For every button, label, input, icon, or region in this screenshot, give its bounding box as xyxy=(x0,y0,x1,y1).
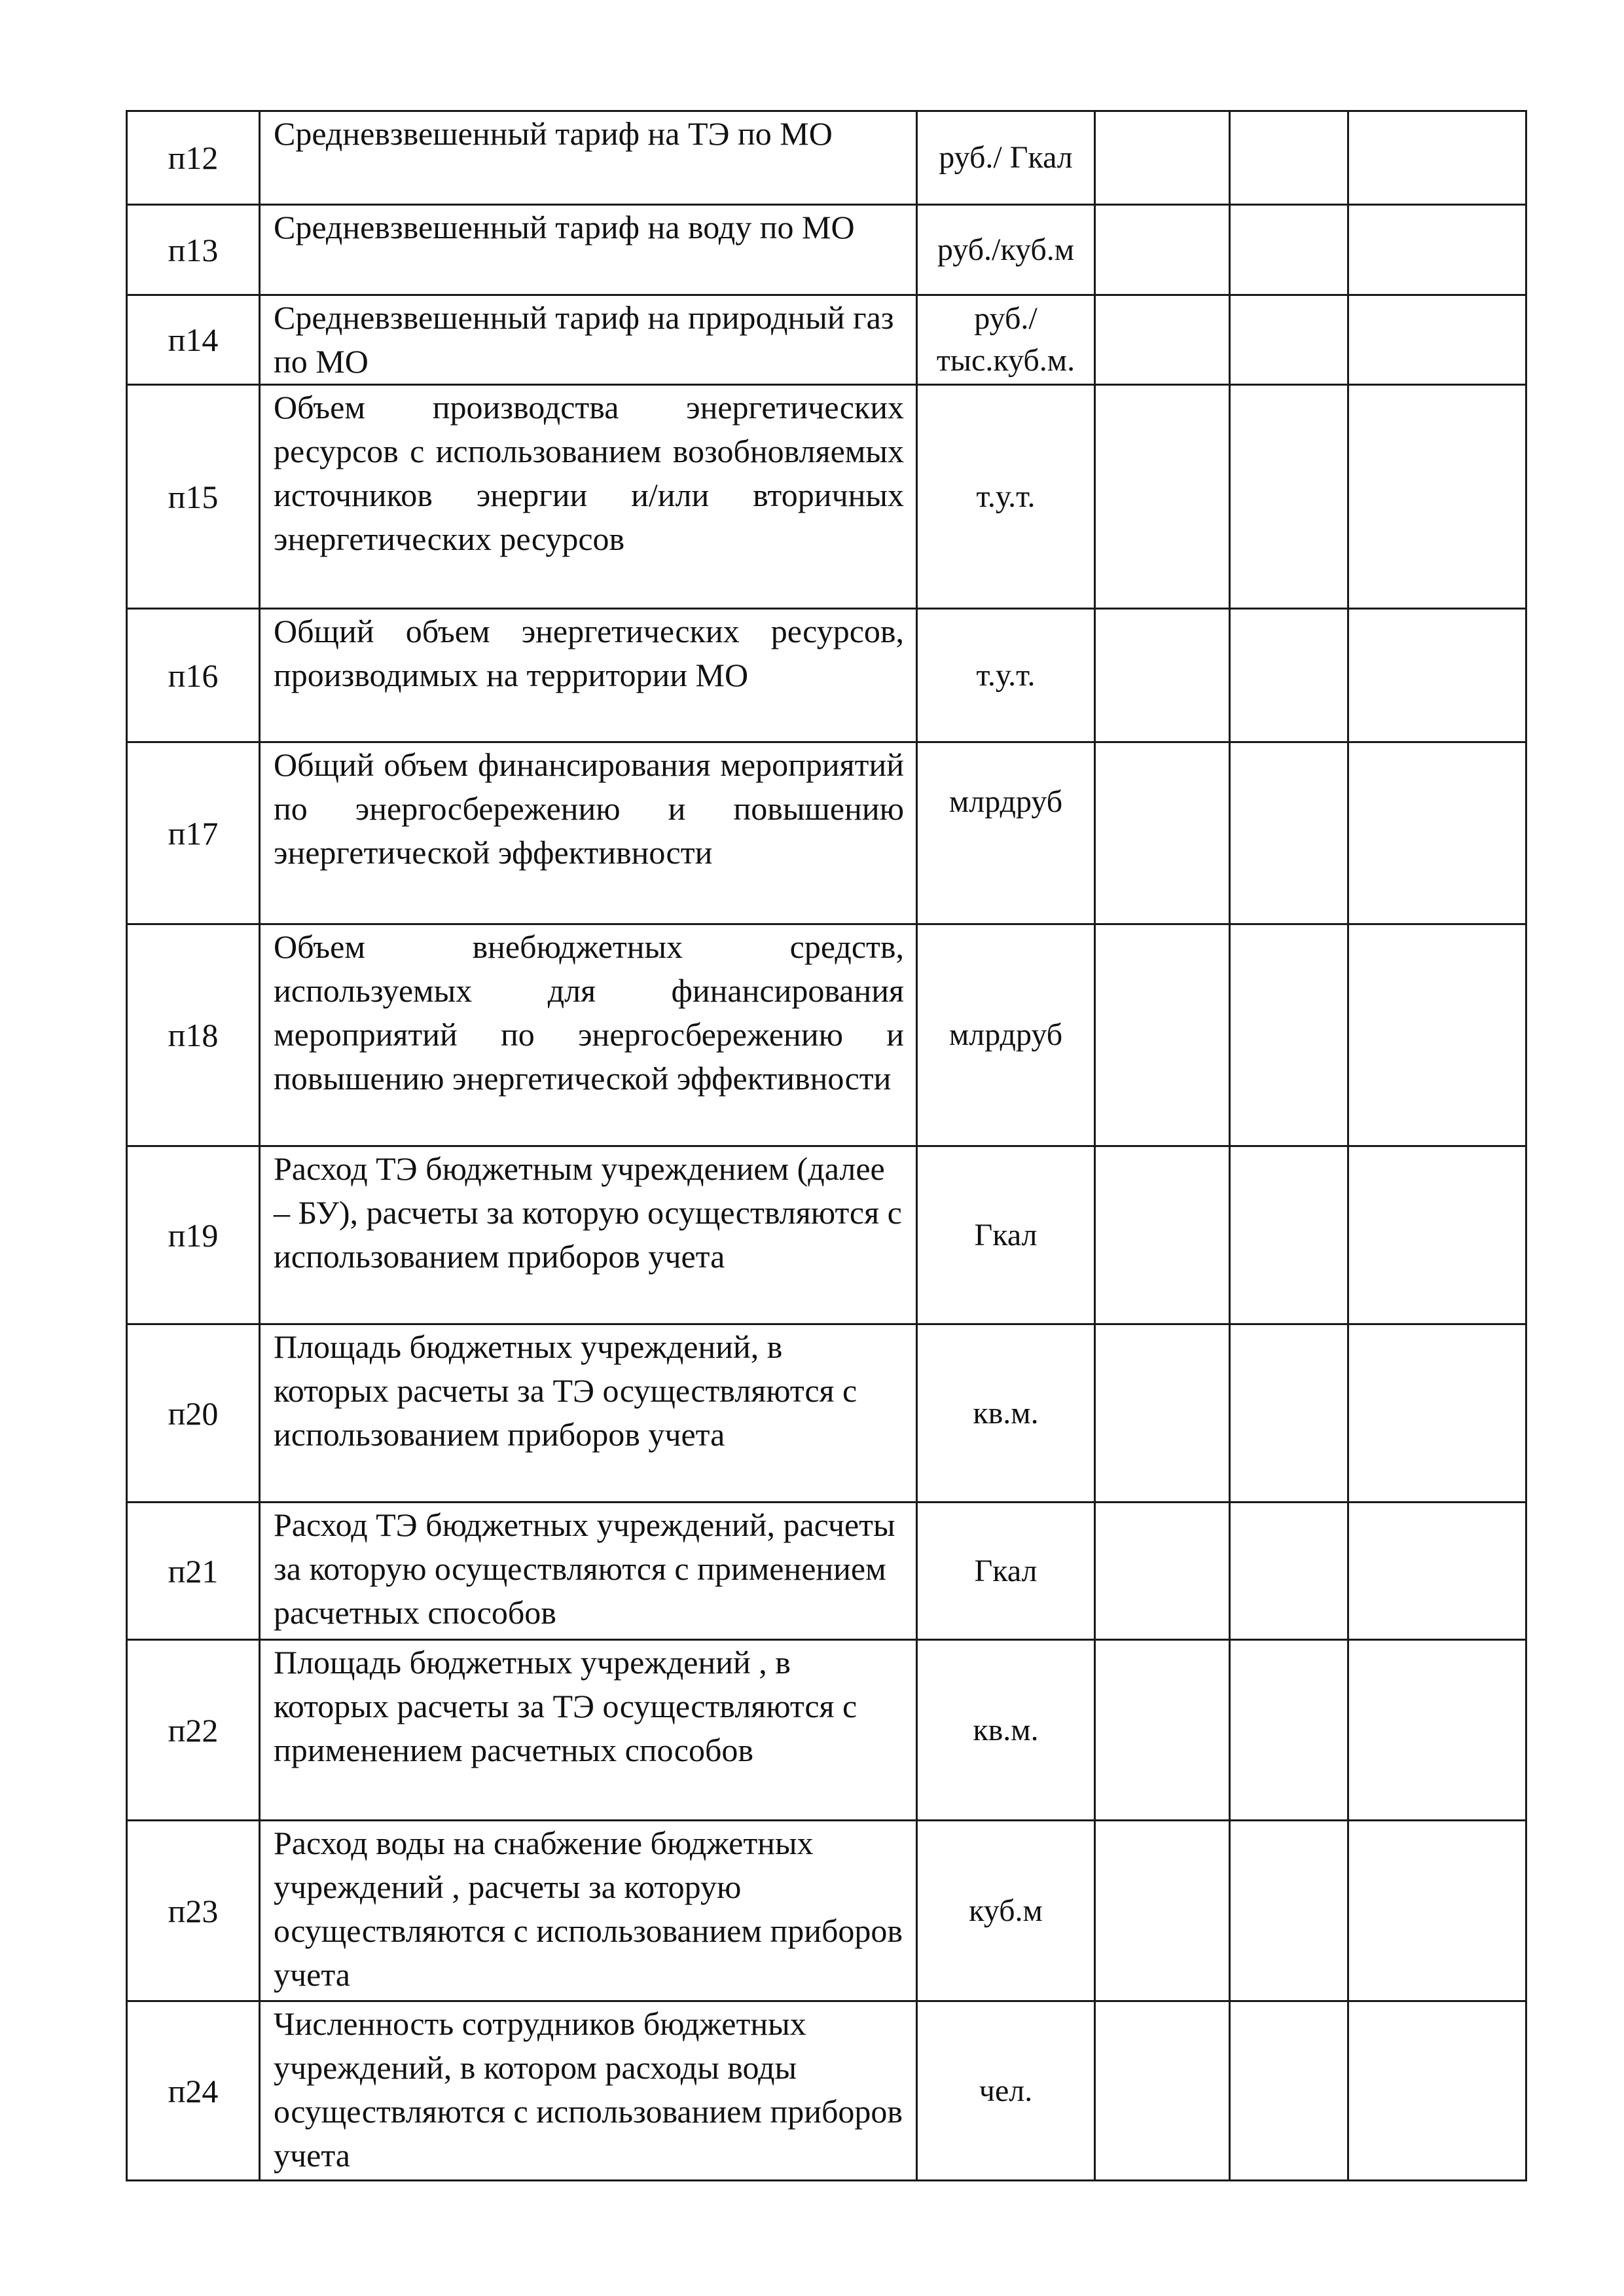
value-cell-2 xyxy=(1230,1640,1348,1821)
indicator-code: п12 xyxy=(127,111,260,205)
value-cell-3 xyxy=(1348,205,1526,295)
value-cell-1 xyxy=(1095,2001,1230,2181)
indicator-name: Объем внебюджетных средств, используемых для финансирования мероприятий по энергосбережению и повышению энергетической эффективности xyxy=(260,924,917,1146)
value-cell-1 xyxy=(1095,1821,1230,2001)
table-row xyxy=(127,1821,1526,2001)
indicator-code: п20 xyxy=(127,1324,260,1503)
value-cell-1 xyxy=(1095,295,1230,385)
indicator-code: п13 xyxy=(127,205,260,295)
value-cell-2 xyxy=(1230,295,1348,385)
indicator-code: п24 xyxy=(127,2001,260,2181)
indicator-name: Расход ТЭ бюджетным учреждением (далее – БУ), расчеты за которую осуществляются с использованием приборов учета xyxy=(260,1146,917,1324)
indicator-name: Средневзвешенный тариф на ТЭ по МО xyxy=(260,111,917,205)
indicator-code: п17 xyxy=(127,742,260,924)
value-cell-2 xyxy=(1230,205,1348,295)
value-cell-3 xyxy=(1348,2001,1526,2181)
value-cell-1 xyxy=(1095,924,1230,1146)
table-row xyxy=(127,2001,1526,2181)
value-cell-3 xyxy=(1348,1324,1526,1503)
value-cell-3 xyxy=(1348,1503,1526,1640)
value-cell-2 xyxy=(1230,2001,1348,2181)
indicator-name: Общий объем финансирования мероприятий по энергосбережению и повышению энергетической эффективности xyxy=(260,742,917,924)
value-cell-3 xyxy=(1348,1821,1526,2001)
indicator-unit: руб./ Гкал xyxy=(917,111,1095,205)
indicator-name: Объем производства энергетических ресурсов с использованием возобновляемых источников энергии и/или вторичных энергетических ресурсов xyxy=(260,385,917,609)
value-cell-3 xyxy=(1348,1146,1526,1324)
indicator-unit: т.у.т. xyxy=(917,609,1095,742)
indicator-unit: чел. xyxy=(917,2001,1095,2181)
value-cell-1 xyxy=(1095,1324,1230,1503)
indicator-code: п19 xyxy=(127,1146,260,1324)
value-cell-2 xyxy=(1230,1324,1348,1503)
indicator-code: п14 xyxy=(127,295,260,385)
table-row xyxy=(127,924,1526,1146)
table-row xyxy=(127,1640,1526,1821)
value-cell-2 xyxy=(1230,385,1348,609)
indicator-name: Средневзвешенный тариф на воду по МО xyxy=(260,205,917,295)
indicator-unit: Гкал xyxy=(917,1503,1095,1640)
table-row xyxy=(127,742,1526,924)
indicator-code: п15 xyxy=(127,385,260,609)
indicator-unit: Гкал xyxy=(917,1146,1095,1324)
indicator-unit: руб./ тыс.куб.м. xyxy=(917,295,1095,385)
table-row xyxy=(127,111,1526,205)
value-cell-3 xyxy=(1348,609,1526,742)
value-cell-1 xyxy=(1095,1503,1230,1640)
value-cell-3 xyxy=(1348,1640,1526,1821)
value-cell-1 xyxy=(1095,385,1230,609)
value-cell-2 xyxy=(1230,609,1348,742)
indicator-code: п16 xyxy=(127,609,260,742)
indicator-code: п22 xyxy=(127,1640,260,1821)
indicator-unit: млрдруб xyxy=(917,924,1095,1146)
value-cell-2 xyxy=(1230,742,1348,924)
value-cell-1 xyxy=(1095,609,1230,742)
value-cell-3 xyxy=(1348,111,1526,205)
indicator-unit: кв.м. xyxy=(917,1324,1095,1503)
table-row xyxy=(127,1503,1526,1640)
indicator-name: Расход ТЭ бюджетных учреждений, расчеты за которую осуществляются с применением расчетных способов xyxy=(260,1503,917,1640)
table-row xyxy=(127,295,1526,385)
indicator-code: п21 xyxy=(127,1503,260,1640)
indicator-name: Расход воды на снабжение бюджетных учреждений , расчеты за которую осуществляются с использованием приборов учета xyxy=(260,1821,917,2001)
table-row xyxy=(127,1146,1526,1324)
table-row xyxy=(127,385,1526,609)
value-cell-3 xyxy=(1348,295,1526,385)
indicator-code: п23 xyxy=(127,1821,260,2001)
indicator-name: Площадь бюджетных учреждений , в которых расчеты за ТЭ осуществляются с применением расчетных способов xyxy=(260,1640,917,1821)
value-cell-2 xyxy=(1230,924,1348,1146)
indicator-unit: куб.м xyxy=(917,1821,1095,2001)
value-cell-2 xyxy=(1230,111,1348,205)
value-cell-3 xyxy=(1348,742,1526,924)
indicator-unit: кв.м. xyxy=(917,1640,1095,1821)
table-row xyxy=(127,1324,1526,1503)
value-cell-1 xyxy=(1095,1640,1230,1821)
indicator-name: Средневзвешенный тариф на природный газ по МО xyxy=(260,295,917,385)
indicator-unit: млрдруб xyxy=(917,742,1095,924)
indicator-code: п18 xyxy=(127,924,260,1146)
table-row xyxy=(127,609,1526,742)
indicator-name: Общий объем энергетических ресурсов, производимых на территории МО xyxy=(260,609,917,742)
value-cell-1 xyxy=(1095,111,1230,205)
indicator-name: Численность сотрудников бюджетных учреждений, в котором расходы воды осуществляются с использованием приборов учета xyxy=(260,2001,917,2181)
value-cell-1 xyxy=(1095,742,1230,924)
value-cell-3 xyxy=(1348,924,1526,1146)
value-cell-3 xyxy=(1348,385,1526,609)
value-cell-2 xyxy=(1230,1821,1348,2001)
value-cell-2 xyxy=(1230,1146,1348,1324)
indicators-table xyxy=(126,110,1527,2181)
indicator-unit: руб./куб.м xyxy=(917,205,1095,295)
value-cell-1 xyxy=(1095,1146,1230,1324)
indicator-unit: т.у.т. xyxy=(917,385,1095,609)
indicator-name: Площадь бюджетных учреждений, в которых расчеты за ТЭ осуществляются с использованием приборов учета xyxy=(260,1324,917,1503)
value-cell-1 xyxy=(1095,205,1230,295)
table-row xyxy=(127,205,1526,295)
value-cell-2 xyxy=(1230,1503,1348,1640)
